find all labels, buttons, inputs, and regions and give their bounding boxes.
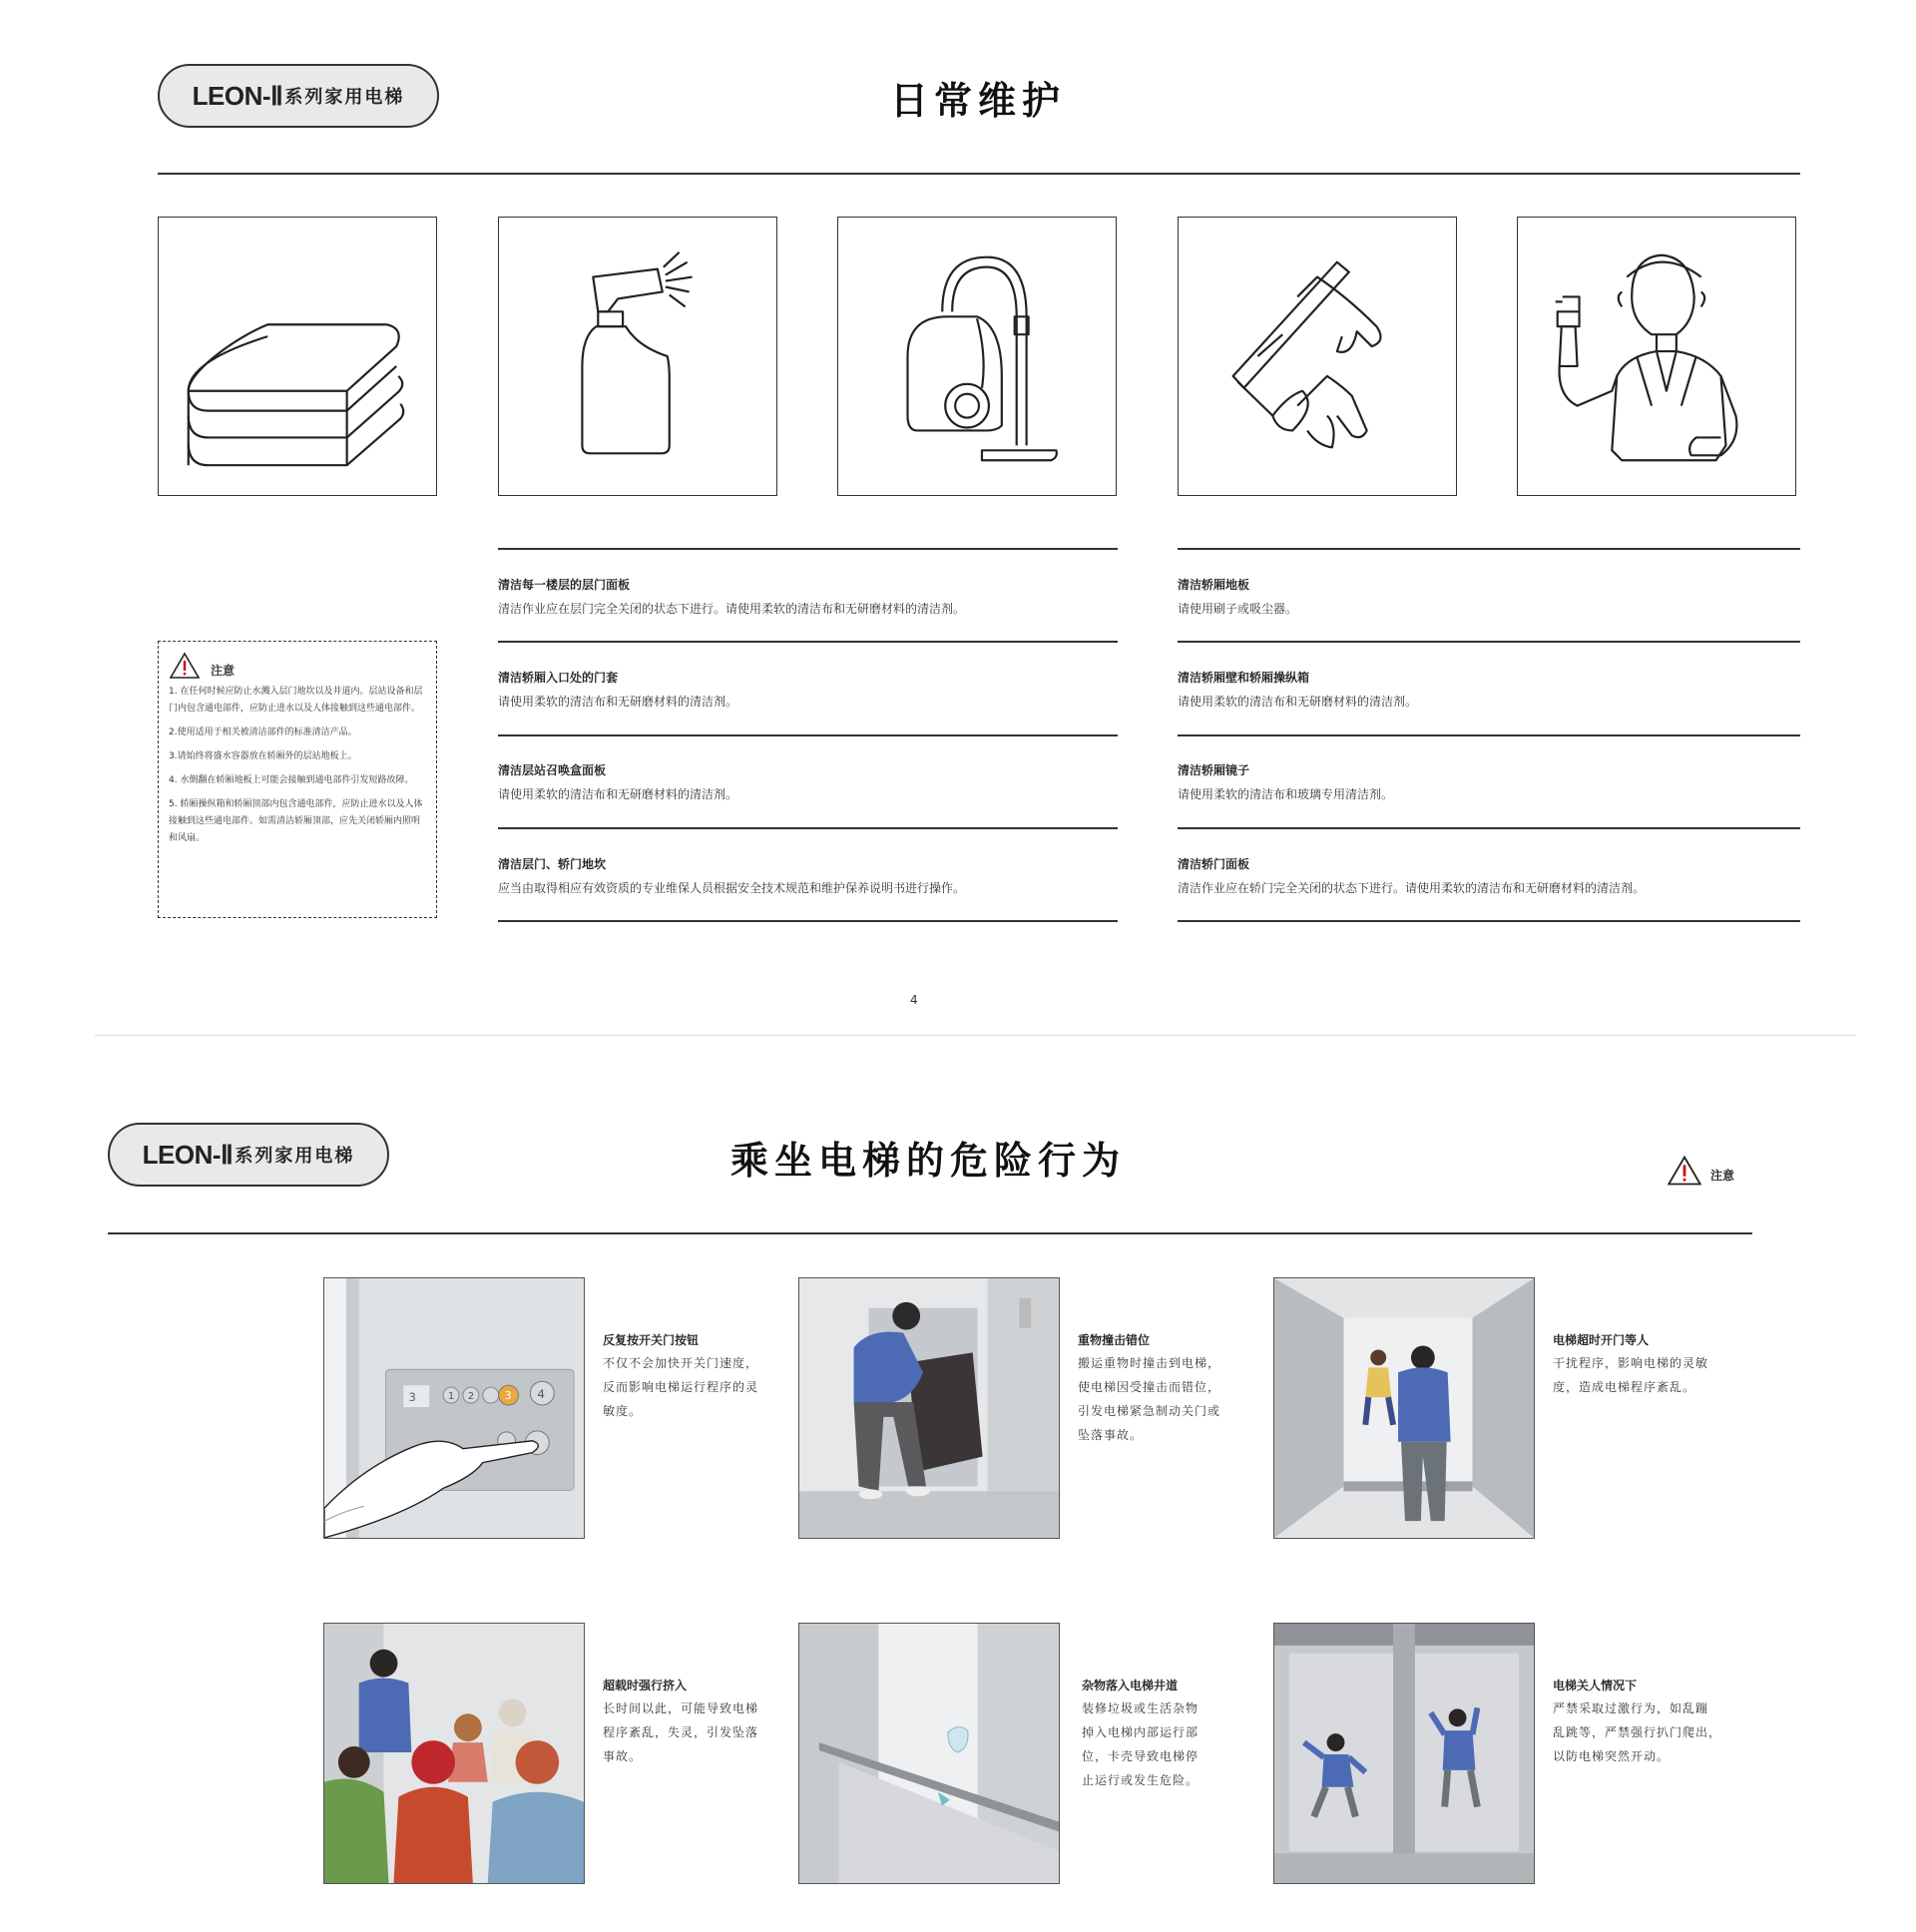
brand-series: 系列家用电梯 [235, 1146, 355, 1167]
caution-marker [1667, 1155, 1734, 1187]
list-item-desc: 清洁作业应在轿门完全关闭的状态下进行。请使用柔软的清洁布和无研磨材料的清洁剂。 [1178, 881, 1646, 895]
title-divider [158, 173, 1800, 175]
caution-item: 2.使用适用于相关被清洁部件的标准清洁产品。 [169, 727, 357, 737]
page-title: 乘坐电梯的危险行为 [729, 1139, 1126, 1183]
warning-icon [169, 652, 201, 680]
caution-label: 注意 [1710, 1168, 1735, 1183]
list-divider [498, 920, 1118, 922]
list-divider [498, 827, 1118, 829]
hazard-title: 杂物落入电梯井道 [1082, 1679, 1179, 1692]
list-divider [1178, 827, 1800, 829]
page-number: 4 [910, 993, 918, 1007]
caution-header [169, 652, 426, 680]
brand-badge [108, 1123, 389, 1187]
hazard-title: 反复按开关门按钮 [603, 1333, 700, 1347]
list-divider [498, 734, 1118, 736]
caution-item: 1. 在任何时候应防止水溅入层门地坎以及井道内。层站设备和层门内包含通电部件，应防止进水以及人体接触到这些通电部件。 [169, 687, 423, 714]
hazard-title: 电梯关人情况下 [1553, 1679, 1638, 1692]
photo-debris-shaft [798, 1623, 1060, 1884]
hazard-desc: 搬运重物时撞击到电梯， 使电梯因受撞击而错位， 引发电梯紧急制动关门或 坠落事故。 [1078, 1356, 1221, 1442]
hazard-title: 超载时强行挤入 [603, 1679, 688, 1692]
list-divider [1178, 920, 1800, 922]
brand-badge [158, 64, 439, 128]
caution-box [158, 641, 437, 918]
cleaner-person-icon [1517, 217, 1796, 496]
svg-text:3: 3 [408, 1390, 416, 1405]
list-item-title: 清洁轿厢入口处的门套 [498, 671, 619, 685]
list-item-desc: 应当由取得相应有效资质的专业维保人员根据安全技术规范和维护保养说明书进行操作。 [498, 881, 966, 895]
hazard-desc: 装修垃圾或生活杂物 掉入电梯内部运行部 位，卡壳导致电梯停 止运行或发生危险。 [1082, 1701, 1199, 1787]
list-item-title: 清洁每一楼层的层门面板 [498, 578, 631, 592]
floor-button-label: 2 [467, 1391, 475, 1403]
list-item-title: 清洁层门、轿门地坎 [498, 857, 607, 871]
list-item-desc: 清洁作业应在层门完全关闭的状态下进行。请使用柔软的清洁布和无研磨材料的清洁剂。 [498, 602, 966, 616]
caution-item: 3.请始终将盛水容器放在轿厢外的层站地板上。 [169, 751, 357, 761]
page-separator [95, 1035, 1856, 1036]
photo-trapped-person [1273, 1623, 1535, 1884]
list-item-desc: 请使用柔软的清洁布和无研磨材料的清洁剂。 [498, 787, 738, 801]
list-item-title: 清洁轿厢壁和轿厢操纵箱 [1178, 671, 1310, 685]
hazard-title: 电梯超时开门等人 [1553, 1333, 1650, 1347]
brand-model: LEON-Ⅱ [142, 1139, 234, 1170]
list-divider [498, 548, 1118, 550]
page-title: 日常维护 [889, 79, 1066, 123]
caution-label: 注意 [211, 663, 236, 678]
caution-item: 5. 轿厢操纵箱和轿厢顶部内包含通电部件，应防止进水以及人体接触到这些通电部件。如需清洁轿厢顶部，应先关闭轿厢内照明和风扇。 [169, 799, 423, 843]
list-item-title: 清洁层站召唤盒面板 [498, 763, 607, 777]
towels-icon [158, 217, 437, 496]
list-item-desc: 请使用柔软的清洁布和无研磨材料的清洁剂。 [1178, 695, 1418, 709]
title-divider [108, 1232, 1752, 1234]
warning-icon [1667, 1155, 1702, 1187]
spray-bottle-icon [498, 217, 777, 496]
floor-button-label: 3 [504, 1389, 512, 1403]
brand-series: 系列家用电梯 [284, 87, 405, 108]
hazard-desc: 严禁采取过激行为，如乱蹦 乱跳等，严禁强行扒门爬出， 以防电梯突然开动。 [1553, 1701, 1722, 1763]
list-item-title: 清洁轿厢镜子 [1178, 763, 1250, 777]
photo-holding-door [1273, 1277, 1535, 1539]
list-divider [1178, 734, 1800, 736]
photo-overload-crowd [323, 1623, 585, 1884]
hazard-title: 重物撞击错位 [1078, 1333, 1151, 1347]
squeegee-wipe-icon [1178, 217, 1457, 496]
floor-button-label: 4 [537, 1387, 545, 1402]
list-divider [1178, 641, 1800, 643]
floor-button [483, 1387, 499, 1403]
brand-model: LEON-Ⅱ [192, 80, 283, 111]
list-item-desc: 请使用刷子或吸尘器。 [1178, 602, 1298, 616]
hazard-desc: 长时间以此，可能导致电梯 程序紊乱，失灵，引发坠落 事故。 [603, 1701, 759, 1763]
hazard-desc: 不仅不会加快开关门速度， 反而影响电梯运行程序的灵 敏度。 [603, 1356, 759, 1418]
list-divider [1178, 548, 1800, 550]
list-item-desc: 请使用柔软的清洁布和无研磨材料的清洁剂。 [498, 695, 738, 709]
list-item-title: 清洁轿厢地板 [1178, 578, 1250, 592]
floor-button-label: 1 [448, 1391, 455, 1403]
vacuum-cleaner-icon [837, 217, 1117, 496]
photo-pressing-buttons [323, 1277, 585, 1539]
hazard-desc: 干扰程序，影响电梯的灵敏 度，造成电梯程序紊乱。 [1553, 1356, 1709, 1394]
list-item-desc: 请使用柔软的清洁布和玻璃专用清洁剂。 [1178, 787, 1394, 801]
list-item-title: 清洁轿门面板 [1178, 857, 1250, 871]
caution-item: 4. 水倒翻在轿厢地板上可能会接触到通电部件引发短路故障。 [169, 775, 414, 785]
list-divider [498, 641, 1118, 643]
photo-heavy-object [798, 1277, 1060, 1539]
